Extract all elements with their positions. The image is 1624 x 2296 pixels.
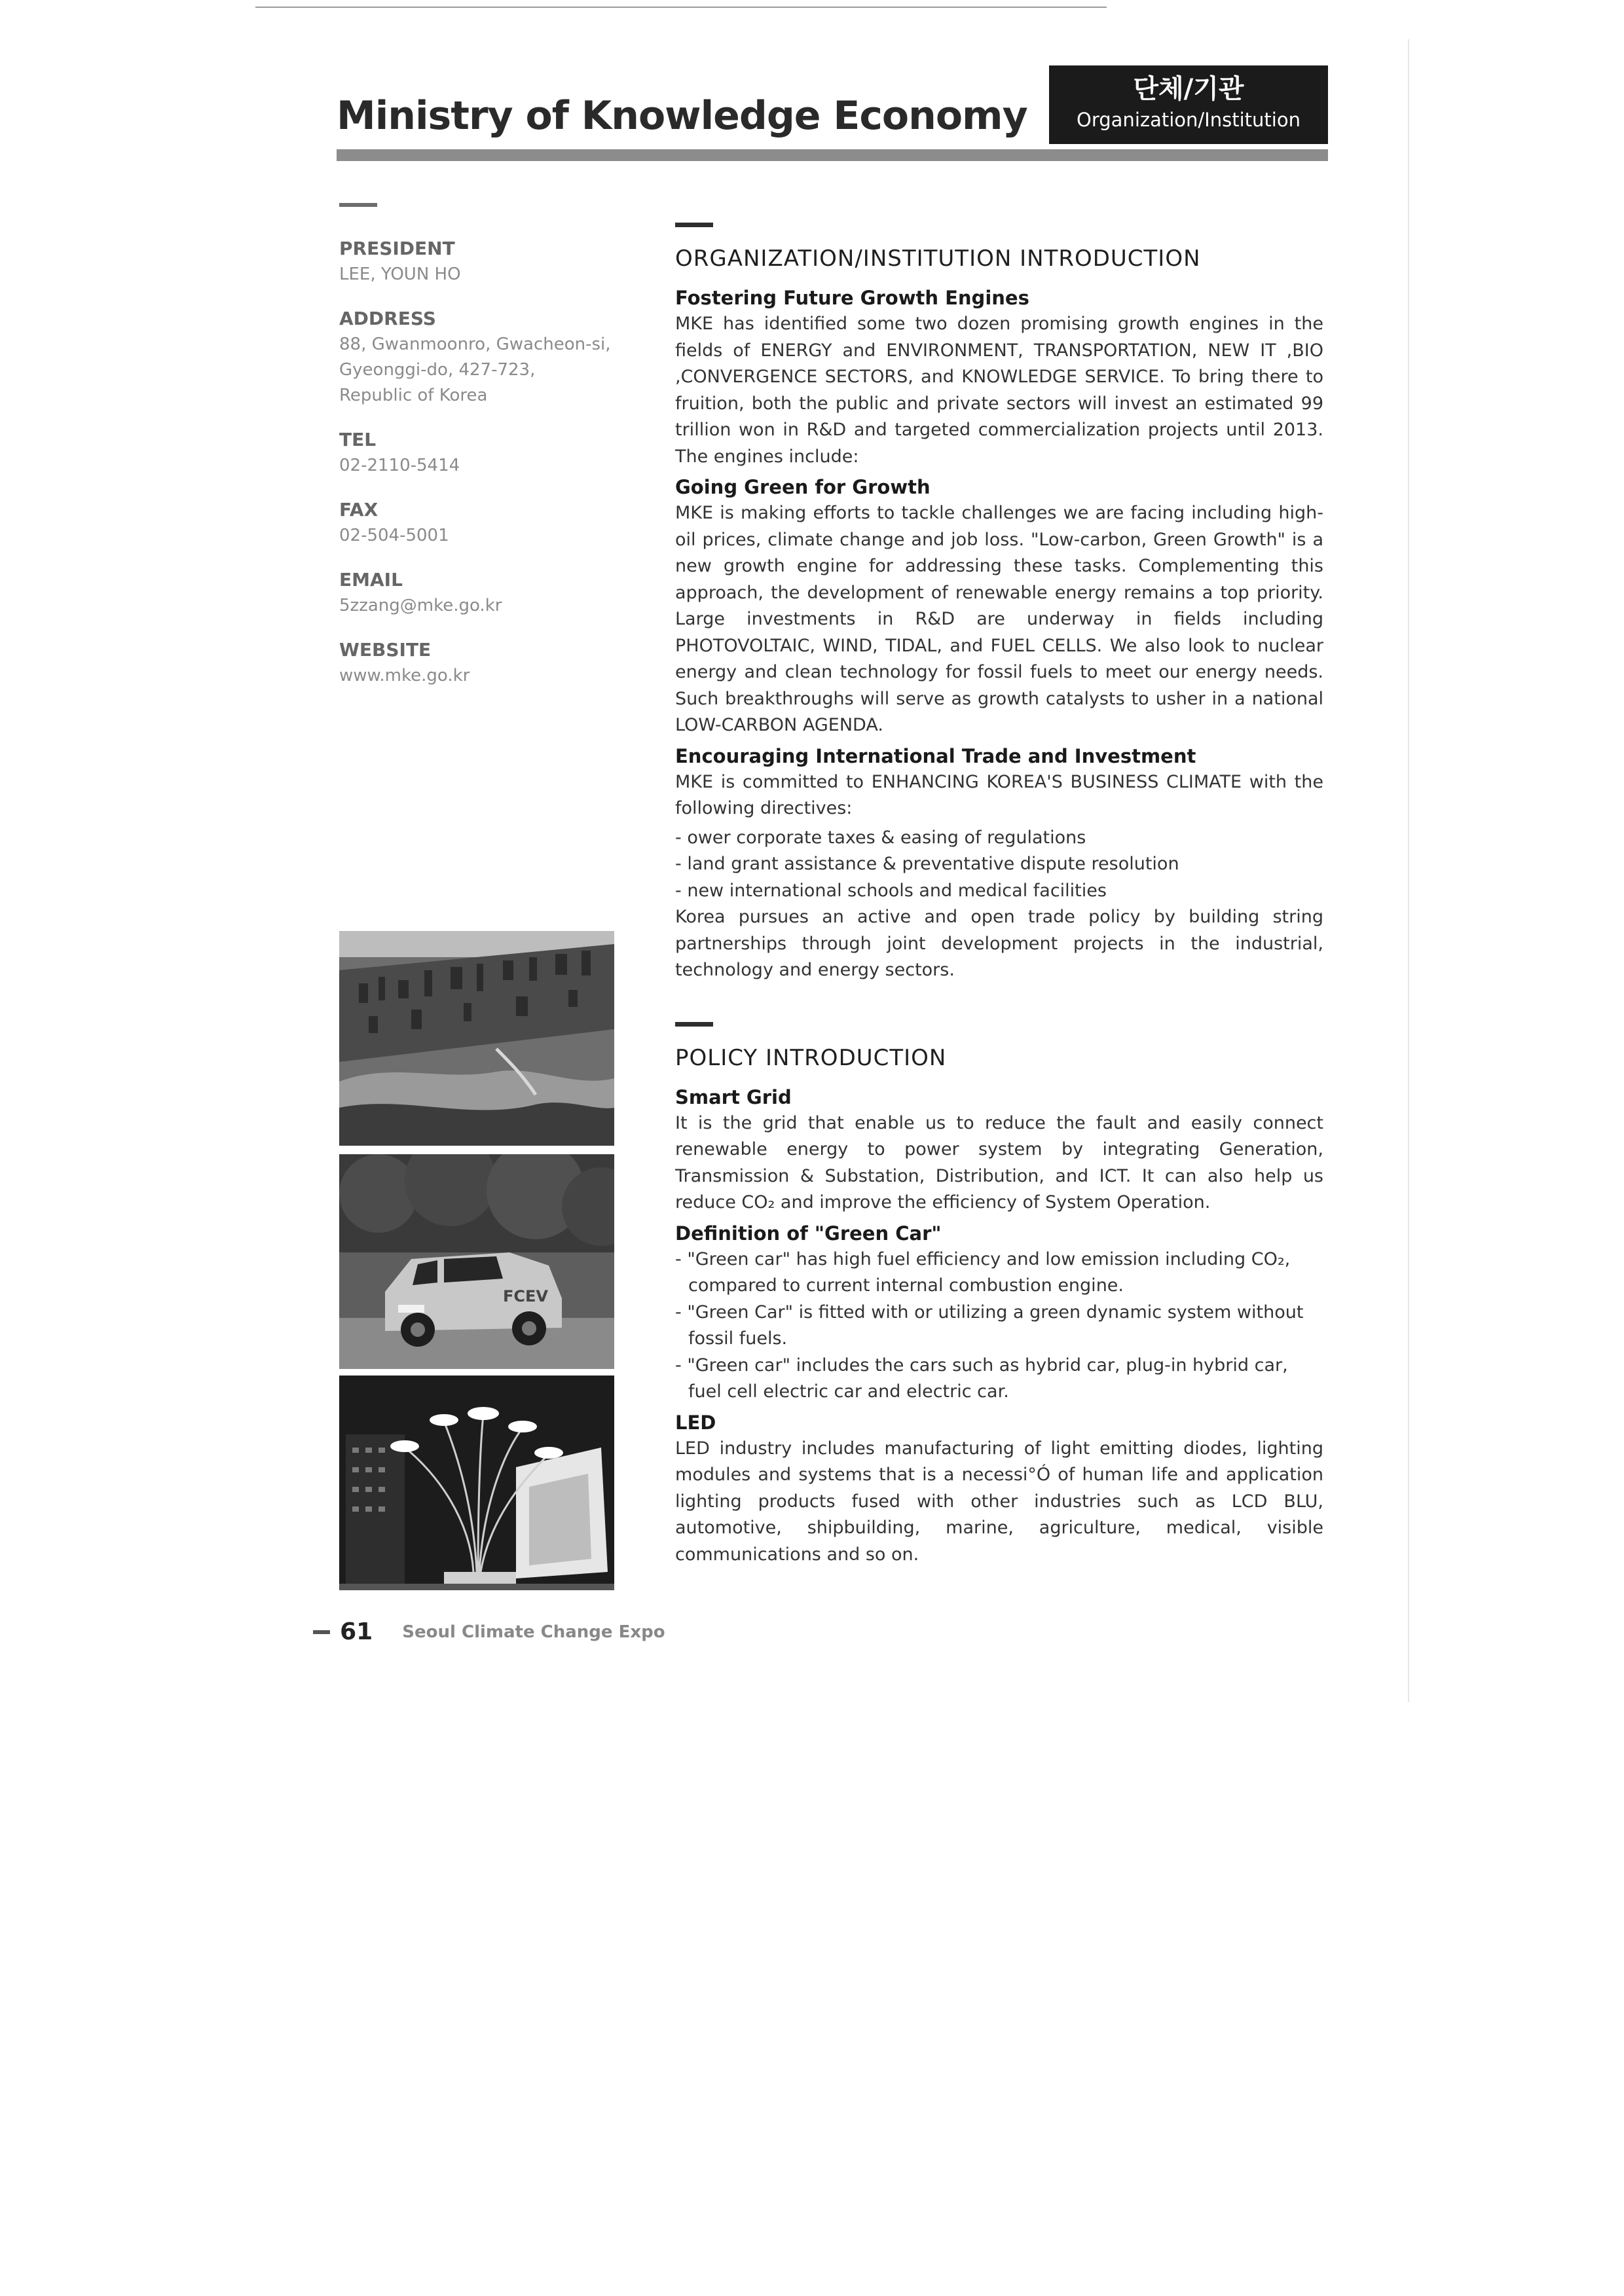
contact-president <box>339 237 621 287</box>
contact-address <box>339 307 621 409</box>
paragraph: It is the grid that enable us to reduce the fault and easily connect renewable energy to power system by integrating Generation, Transmission & Substation, Distribution, and ICT. It can also help us reduce CO₂ and improve the efficiency of System Operation. <box>675 1112 1323 1212</box>
subsection-title: Encouraging International Trade and Investment <box>675 744 1196 767</box>
fuel-cell-car-image <box>339 1154 614 1369</box>
city-model-image <box>339 931 614 1146</box>
page-title: Ministry of Knowledge Economy <box>337 93 1027 139</box>
subsection-title: LED <box>675 1411 716 1434</box>
paragraph: Korea pursues an active and open trade policy by building string partnerships through joint development projects in the industrial, technology and energy sectors. <box>675 907 1323 980</box>
top-scan-rule <box>255 7 1107 8</box>
footer-marker <box>313 1630 330 1634</box>
paragraph: MKE has identified some two dozen promising growth engines in the fields of ENERGY and ENVIRONMENT, TRANSPORTATION, NEW IT ,BIO ,CONVERGENCE SECTORS, and KNOWLEDGE SERVICE. To bring there to fruition, both the public and private sectors will invest an estimated 99 trillion won in R&D and targeted commercialization projects until 2013. The engines include: <box>675 314 1323 467</box>
contact-label: EMAIL <box>339 569 403 591</box>
contact-label: ADDRESS <box>339 308 436 329</box>
page-edge-line <box>1408 39 1409 1702</box>
car-decal-text: FCEV <box>503 1287 548 1305</box>
bullet-item: - "Green Car" is fitted with or utilizing a green dynamic system without fossil fuels. <box>675 1302 1304 1349</box>
section-marker <box>675 223 713 227</box>
led-streetlight-photo <box>339 1376 614 1590</box>
contact-value: 02-2110-5414 <box>339 456 460 475</box>
contact-label: FAX <box>339 499 378 520</box>
subsection-title: Definition of "Green Car" <box>675 1222 942 1245</box>
badge-english-label: Organization/Institution <box>1077 109 1301 131</box>
badge-korean-label: 단체/기관 <box>1133 74 1244 104</box>
contact-tel <box>339 428 621 479</box>
title-underline-bar <box>337 149 1328 161</box>
page-number: 61 <box>340 1618 373 1645</box>
contact-value: LEE, YOUN HO <box>339 264 461 284</box>
org-intro-heading: ORGANIZATION/INSTITUTION INTRODUCTION <box>675 246 1201 272</box>
bullet-item: - "Green car" has high fuel efficiency and low emission including CO₂, compared to current internal combustion engine. <box>675 1248 1291 1296</box>
bullet-item: - "Green car" includes the cars such as hybrid car, plug-in hybrid car, fuel cell electric car and electric car. <box>675 1355 1288 1402</box>
category-badge <box>1049 65 1328 144</box>
subsection-title: Fostering Future Growth Engines <box>675 287 1029 309</box>
contact-fax <box>339 498 621 549</box>
subsection-title: Going Green for Growth <box>675 476 931 498</box>
subsection-title: Smart Grid <box>675 1085 792 1108</box>
led-streetlight-image <box>339 1376 614 1590</box>
contact-value: www.mke.go.kr <box>339 666 470 685</box>
paragraph: MKE is committed to ENHANCING KOREA'S BUSINESS CLIMATE with the following directives: <box>675 771 1323 818</box>
address-line: Republic of Korea <box>339 386 488 405</box>
contact-value <box>339 332 621 409</box>
contact-website <box>339 638 621 689</box>
bullet-item: - land grant assistance & preventative dispute resolution <box>675 854 1179 874</box>
bullet-item: - new international schools and medical facilities <box>675 880 1107 901</box>
paragraph: MKE is making efforts to tackle challenges we are facing including high-oil prices, climate change and job loss. "Low-carbon, Green Growth" is a new growth engine for addressing these tasks. Complementing this approach, the development of renewable energy remains a top priority. Large investments in R&D are underway in fields including PHOTOVOLTAIC, WIND, TIDAL, and FUEL CELLS. We also look to nuclear energy and clean technology for fossil fuels to meet our energy needs. Such breakthroughs will serve as growth catalysts to usher in a national LOW-CARBON AGENDA. <box>675 503 1323 735</box>
fuel-cell-car-photo <box>339 1154 614 1369</box>
contact-email <box>339 568 621 619</box>
section-marker <box>339 203 377 207</box>
contact-label: WEBSITE <box>339 639 432 661</box>
address-line: 88, Gwanmoonro, Gwacheon-si, <box>339 335 611 354</box>
section-marker <box>675 1022 713 1027</box>
contact-label: TEL <box>339 429 377 450</box>
publication-name: Seoul Climate Change Expo <box>402 1622 665 1642</box>
contact-value: 5zzang@mke.go.kr <box>339 596 502 615</box>
policy-intro-heading: POLICY INTRODUCTION <box>675 1044 947 1071</box>
address-line: Gyeonggi-do, 427-723, <box>339 360 536 380</box>
page-footer <box>313 1618 665 1645</box>
contact-value: 02-504-5001 <box>339 526 449 545</box>
city-model-photo <box>339 931 614 1146</box>
content-column <box>675 223 1323 1571</box>
bullet-item: - ower corporate taxes & easing of regulations <box>675 827 1086 848</box>
paragraph: LED industry includes manufacturing of light emitting diodes, lighting modules and systems that is a necessi°Ó of human life and application lighting products fused with other industries such as LCD BLU, automotive, shipbuilding, marine, agriculture, medical, visible communications and so on. <box>675 1438 1323 1565</box>
contact-column <box>339 203 621 708</box>
contact-label: PRESIDENT <box>339 238 455 259</box>
